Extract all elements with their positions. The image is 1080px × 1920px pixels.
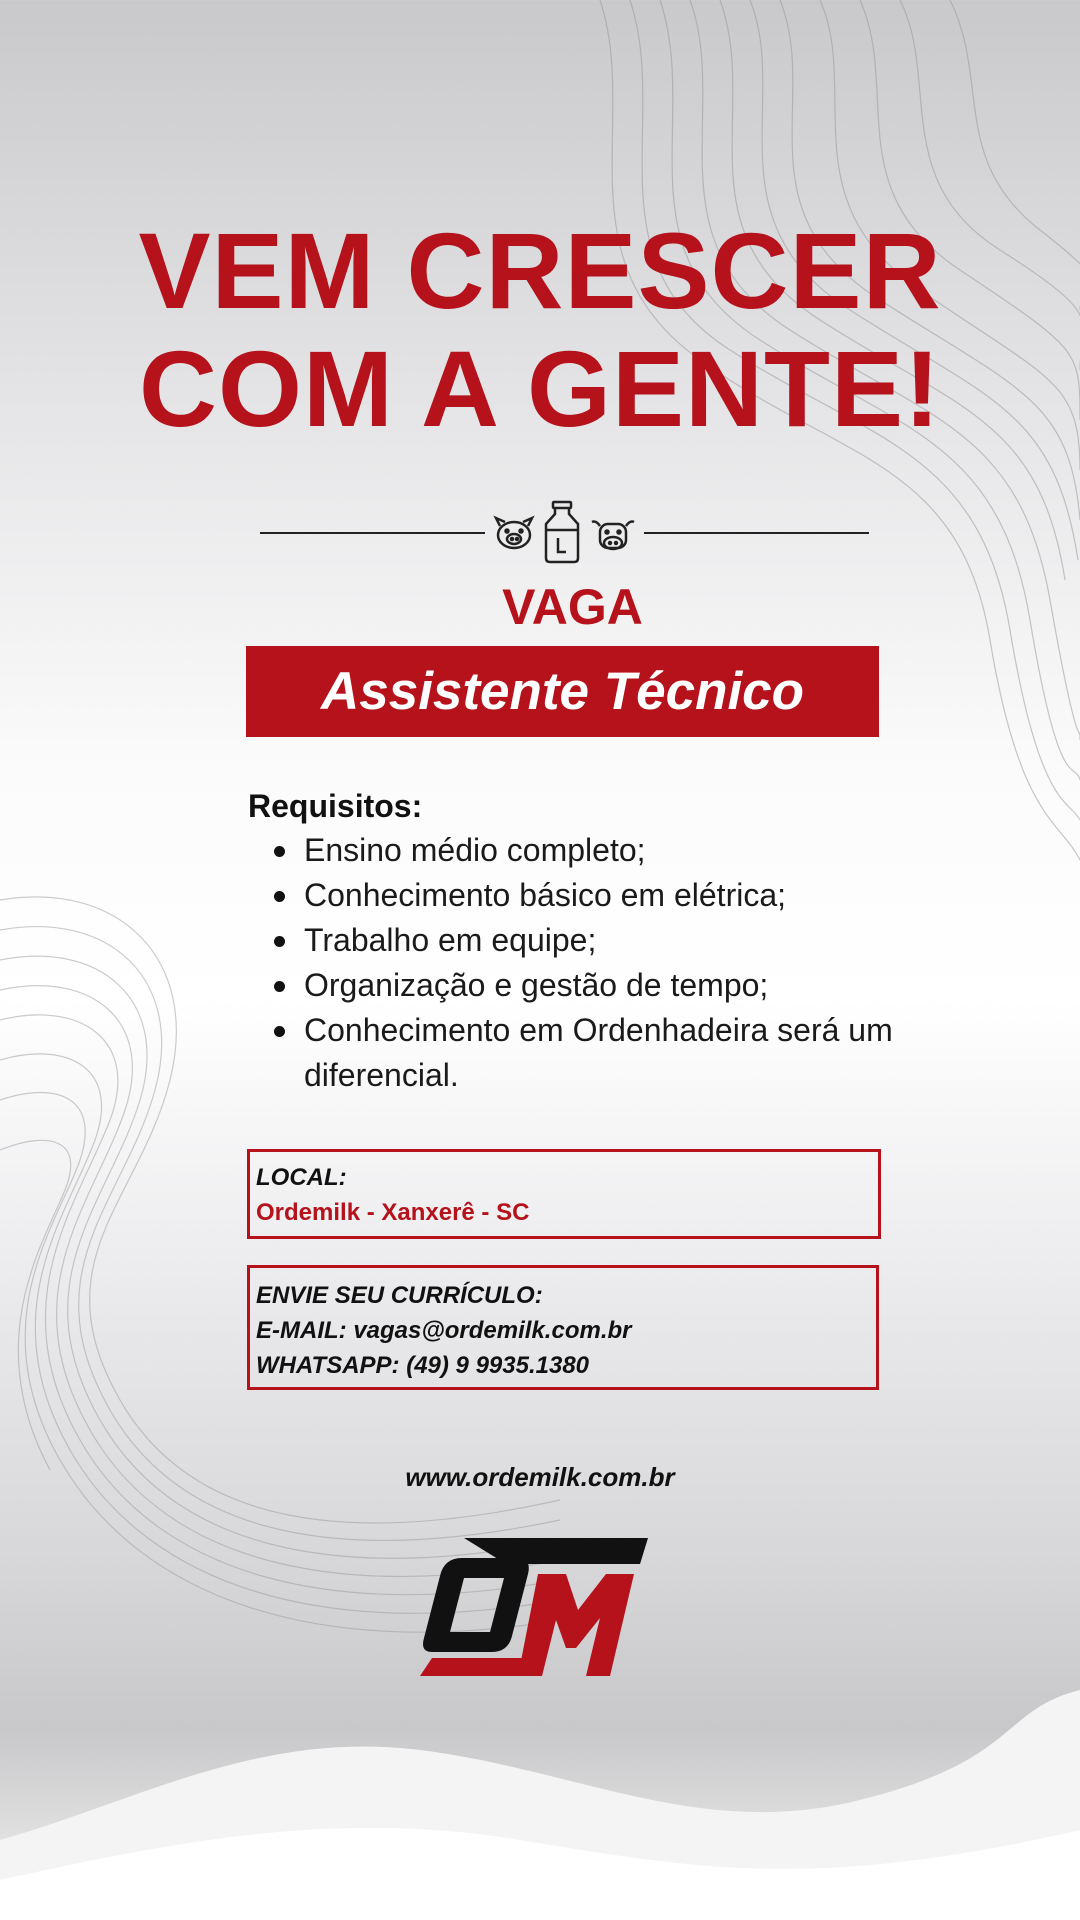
ordemilk-logo <box>420 1528 660 1678</box>
bullet-icon <box>274 981 285 992</box>
job-title-banner <box>246 646 879 737</box>
list-item <box>270 873 1030 918</box>
location-value: Ordemilk - Xanxerê - SC <box>256 1199 530 1226</box>
farm-icons <box>492 500 638 566</box>
list-item <box>270 918 1030 963</box>
bullet-icon <box>274 936 285 947</box>
bullet-icon <box>274 846 285 857</box>
bullet-icon <box>274 1026 285 1037</box>
list-item <box>270 828 1030 873</box>
list-item-text: Conhecimento em Ordenhadeira será um diferencial. <box>304 1012 893 1093</box>
milk-can-icon <box>546 502 578 562</box>
requirements-list <box>270 828 1030 1098</box>
pig-icon <box>496 518 532 548</box>
headline-line-1: VEM CRESCER <box>138 210 942 331</box>
icon-divider <box>260 500 870 570</box>
vaga-label: VAGA <box>502 579 643 635</box>
location-box <box>247 1149 881 1239</box>
divider-line-left <box>260 532 485 534</box>
contact-email: E-MAIL: vagas@ordemilk.com.br <box>256 1317 632 1344</box>
cow-icon <box>592 522 634 550</box>
website-link[interactable]: www.ordemilk.com.br <box>405 1462 675 1492</box>
contact-whatsapp: WHATSAPP: (49) 9 9935.1380 <box>256 1352 590 1379</box>
job-title: Assistente Técnico <box>320 662 805 721</box>
list-item-text: Organização e gestão de tempo; <box>304 967 769 1003</box>
bottom-wave-decoration <box>0 1690 1080 1920</box>
list-item <box>270 963 1030 1008</box>
contact-title: ENVIE SEU CURRÍCULO: <box>256 1282 543 1309</box>
contact-box <box>247 1265 879 1390</box>
headline-line-2: COM A GENTE! <box>139 328 941 449</box>
divider-line-right <box>644 532 869 534</box>
list-item-text: Conhecimento básico em elétrica; <box>304 877 787 913</box>
list-item-text: Trabalho em equipe; <box>304 922 597 958</box>
list-item-text: Ensino médio completo; <box>304 832 646 868</box>
location-label: LOCAL: <box>256 1164 347 1191</box>
list-item <box>270 1008 1030 1098</box>
bullet-icon <box>274 891 285 902</box>
headline <box>0 212 1080 448</box>
requirements-title: Requisitos: <box>248 788 423 824</box>
